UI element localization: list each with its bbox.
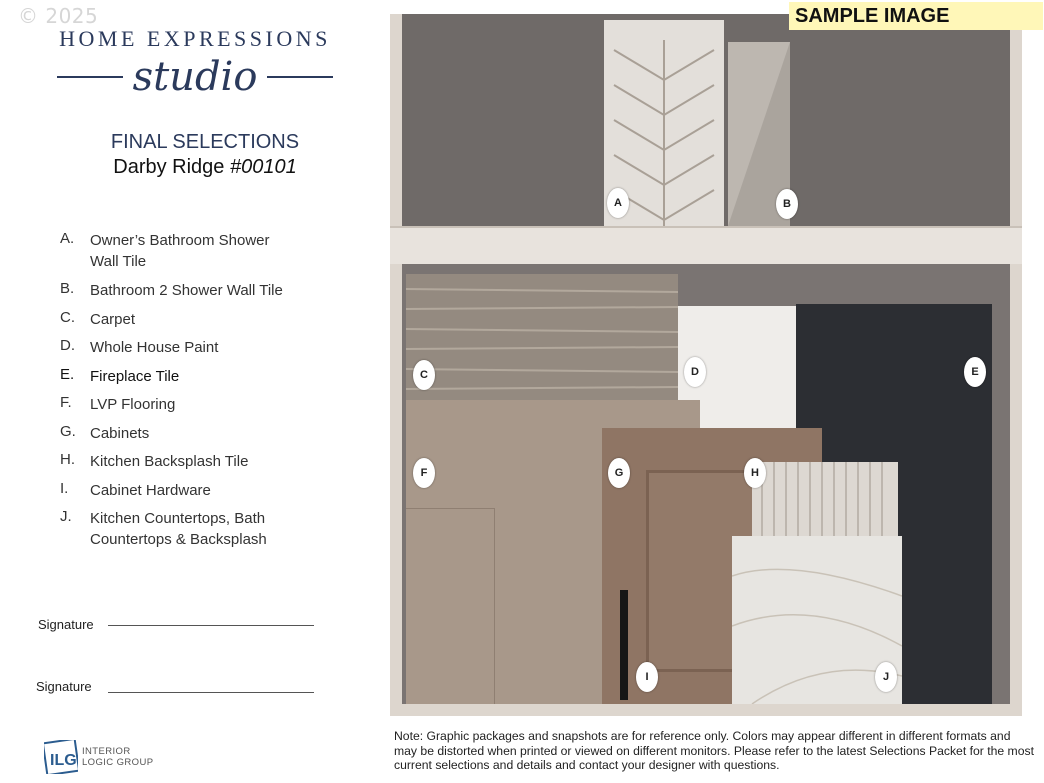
selection-text: LVP Flooring <box>90 396 176 413</box>
selection-item <box>60 230 360 280</box>
cabinet-hardware-i <box>620 590 628 700</box>
label-d: D <box>684 357 706 387</box>
signature-label: Signature <box>36 679 92 694</box>
carpet-sample-c <box>406 274 678 414</box>
selection-letter: E. <box>60 366 75 383</box>
selection-letter: D. <box>60 337 75 354</box>
project-number: #00101 <box>229 156 297 178</box>
selection-list <box>60 230 360 558</box>
ilg-logo-line1: INTERIOR <box>82 746 131 757</box>
label-f: F <box>413 458 435 488</box>
project-title <box>70 156 340 179</box>
selection-item <box>60 480 360 508</box>
selection-item <box>60 394 360 423</box>
sample-image-banner: SAMPLE IMAGE <box>789 2 1043 30</box>
disclaimer-note: Note: Graphic packages and snapshots are for reference only. Colors may appear different in different formats and may be distorted when printed or viewed on different monitors. Please refer to the latest Selections Packet for the most current selections and details and contact your designer with questions. <box>394 729 1034 772</box>
selection-text: Kitchen Countertops, Bath Countertops & Backsplash <box>90 510 267 548</box>
selection-text: Fireplace Tile <box>90 368 180 385</box>
selection-text: Carpet <box>90 311 136 328</box>
copyright-text: © 2025 <box>18 4 99 28</box>
label-c: C <box>413 360 435 390</box>
signature-line[interactable] <box>108 625 314 626</box>
interior-logic-group-logo <box>44 740 153 774</box>
logo-rule-right <box>267 76 333 78</box>
selection-item <box>60 309 360 337</box>
ilg-logo-line2: LOGIC GROUP <box>82 757 154 768</box>
selection-text: Cabinets <box>90 425 150 442</box>
selection-item <box>60 451 360 480</box>
signature-label: Signature <box>38 617 94 632</box>
selection-item <box>60 366 360 394</box>
sample-board-photo <box>390 14 1022 716</box>
label-b: B <box>776 189 798 219</box>
signature-line[interactable] <box>108 692 314 693</box>
label-g: G <box>608 458 630 488</box>
selection-letter: B. <box>60 280 75 297</box>
logo-rule-left <box>57 76 123 78</box>
selection-letter: C. <box>60 309 75 326</box>
selection-letter: F. <box>60 394 72 411</box>
selection-text: Whole House Paint <box>90 339 219 356</box>
backsplash-tile-h <box>752 462 898 536</box>
selection-text: Kitchen Backsplash Tile <box>90 453 249 470</box>
selection-letter: I. <box>60 480 69 497</box>
selection-item <box>60 508 360 558</box>
logo-script: studio <box>132 54 258 100</box>
project-name: Darby Ridge <box>113 156 230 178</box>
selection-letter: G. <box>60 423 76 440</box>
selection-item <box>60 423 360 451</box>
label-h: H <box>744 458 766 488</box>
ilg-logo-text <box>82 746 153 768</box>
selection-item <box>60 337 360 366</box>
ilg-logo-icon <box>44 740 78 774</box>
selection-letter: A. <box>60 230 75 247</box>
selection-text: Owner’s Bathroom Shower Wall Tile <box>90 232 270 270</box>
page-title: FINAL SELECTIONS <box>110 131 300 153</box>
label-a: A <box>607 188 629 218</box>
label-i: I <box>636 662 658 692</box>
ilg-logo-mark: ILG <box>50 752 77 769</box>
label-j: J <box>875 662 897 692</box>
logo-wordmark: HOME EXPRESSIONS <box>59 26 331 51</box>
selection-text: Bathroom 2 Shower Wall Tile <box>90 282 283 299</box>
shelf <box>390 226 1022 264</box>
studio-logo <box>40 26 350 98</box>
selection-item <box>60 280 360 309</box>
selection-letter: H. <box>60 451 75 468</box>
selection-text: Cabinet Hardware <box>90 482 211 499</box>
label-e: E <box>964 357 986 387</box>
selection-letter: J. <box>60 508 72 525</box>
